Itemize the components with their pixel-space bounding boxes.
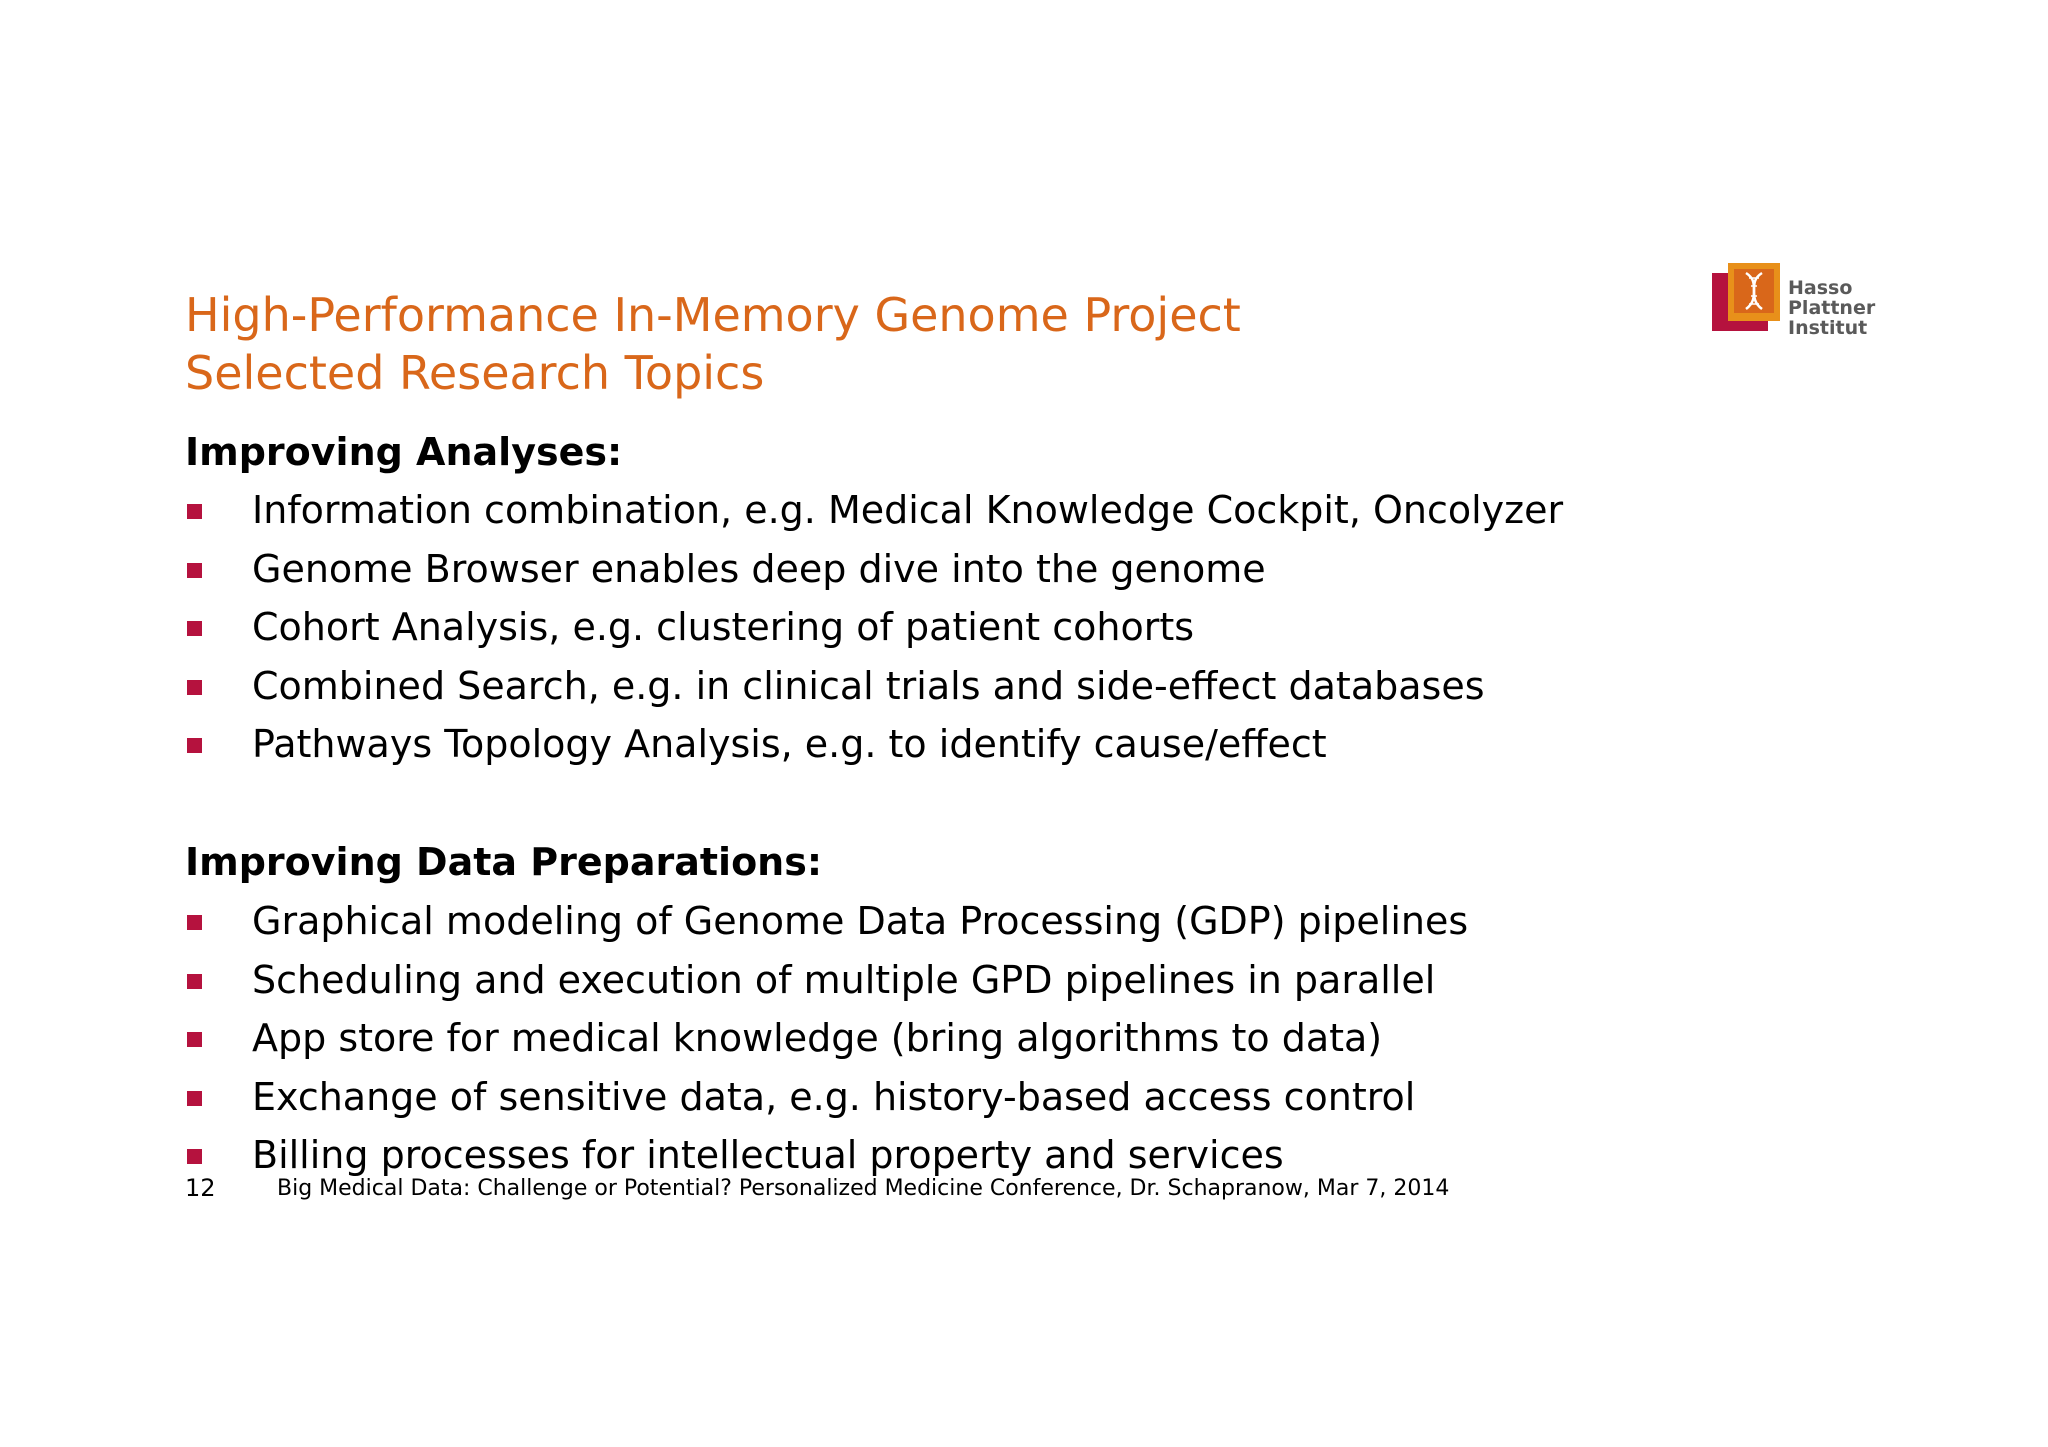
bullet-square-icon bbox=[187, 915, 202, 930]
list-item-text: Scheduling and execution of multiple GPD pipelines in parallel bbox=[252, 957, 1436, 1002]
list-item-text: Information combination, e.g. Medical Knowledge Cockpit, Oncolyzer bbox=[252, 488, 1564, 532]
bullet-square-icon bbox=[187, 563, 202, 578]
dna-icon bbox=[1736, 271, 1772, 311]
list-item-text: Genome Browser enables deep dive into the genome bbox=[252, 546, 1266, 591]
bullet-square-icon bbox=[187, 974, 202, 989]
logo-text-line2: Plattner bbox=[1788, 297, 1876, 319]
list-item-text: Cohort Analysis, e.g. clustering of patient cohorts bbox=[252, 605, 1195, 649]
bullet-square-icon bbox=[187, 1032, 202, 1047]
list-item-text: Billing processes for intellectual property and services bbox=[252, 1133, 1284, 1177]
footer-text: Big Medical Data: Challenge or Potential? Personalized Medicine Conference, Dr. Schapranow, Mar 7, 2014 bbox=[277, 1176, 1450, 1201]
list-item-text: Combined Search, e.g. in clinical trials and side-effect databases bbox=[252, 663, 1485, 708]
logo-text-line1: Hasso bbox=[1788, 277, 1853, 299]
hpi-logo bbox=[1710, 263, 1880, 343]
bullet-square-icon bbox=[187, 1149, 202, 1164]
bullet-square-icon bbox=[187, 621, 202, 636]
bullet-square-icon bbox=[187, 680, 202, 695]
section-heading-data-preparations: Improving Data Preparations: bbox=[185, 840, 823, 884]
slide-title-line2: Selected Research Topics bbox=[185, 346, 765, 400]
slide-title-line1: High-Performance In-Memory Genome Project bbox=[185, 288, 1241, 342]
list-item-text: Graphical modeling of Genome Data Processing (GDP) pipelines bbox=[252, 899, 1469, 943]
logo-text-line3: Institut bbox=[1788, 317, 1868, 339]
bullet-square-icon bbox=[187, 1091, 202, 1106]
list-item-text: Exchange of sensitive data, e.g. history-based access control bbox=[252, 1074, 1416, 1119]
bullet-square-icon bbox=[187, 504, 202, 519]
list-item-text: App store for medical knowledge (bring algorithms to data) bbox=[252, 1016, 1383, 1060]
list-item-text: Pathways Topology Analysis, e.g. to identify cause/effect bbox=[252, 722, 1327, 766]
section-heading-analyses: Improving Analyses: bbox=[185, 430, 623, 474]
bullet-square-icon bbox=[187, 738, 202, 753]
page-number: 12 bbox=[185, 1174, 216, 1202]
